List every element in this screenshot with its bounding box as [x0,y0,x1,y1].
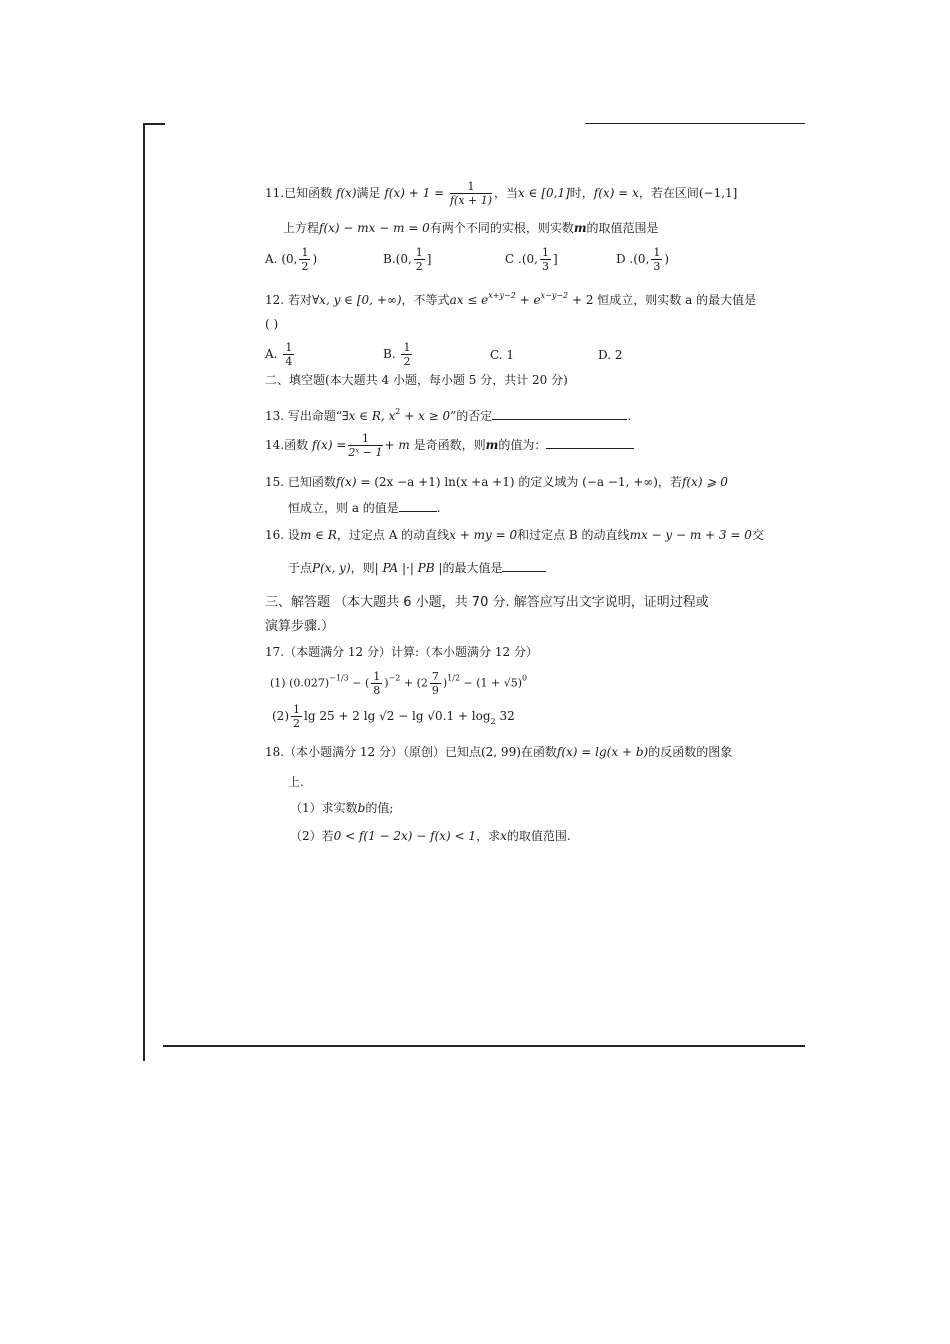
section-3-heading-line1: 三、解答题 （本大题共 6 小题，共 70 分. 解答应写出文字说明，证明过程或 [265,595,709,610]
q14: 14.函数 f(x) = $\frac{1}{\text{2ˣ − 1}}$ + m 是奇函数，则m的值为： [265,432,634,459]
q14-answer-blank[interactable] [546,448,634,449]
q17-part1: (1) $(0.027)^{-1/3}$ − ( $\frac{1}{8}$ )$^{-2}$ + (2 $\frac{7}{9}$ )$^{1/2} - (1 + √5)^0$ [270,670,528,697]
q16-line2: 于点P(x, y)，则| PA |·| PB |的最大值是 [288,560,546,576]
left-margin-rule [143,124,145,1061]
q16-answer-blank[interactable] [502,571,546,572]
q11-fraction: $\frac{1}{f(x + 1)}$ [449,180,493,207]
q18-header: 18.（本小题满分 12 分）（原创）已知点(2, 99)在函数f(x) = lg(x + b)的反函数的图象 [265,745,733,759]
q12-option-a: A. $\frac{1}{4}$ [265,341,293,368]
q17-header: 17.（本题满分 12 分）计算:（本小题满分 12 分） [265,645,538,659]
bottom-rule [163,1045,805,1047]
top-left-rule [143,123,165,125]
q12-answer-paren: ( ) [265,317,279,331]
q12-line1: 12. 若对∀x, y ∈ [0, +∞)，不等式ax ≤ $e^{x+y-2} + e^{x-y-2} + 2$ 恒成立，则实数 a 的最大值是 [265,291,757,307]
q11-option-b: B.(0, $\frac{1}{2}$ ] [383,246,432,273]
q12-option-b: B. $\frac{1}{2}$ [383,341,411,368]
q18-line2: 上. [288,775,304,789]
q17-part2: (2) $\frac{1}{2}$ lg 25 + 2 $\lg √2 - \lg √0.1 + \log_2 32$ [272,703,515,730]
q12-option-d: D. 2 [598,348,623,362]
section-3-heading-line2: 演算步骤.） [265,619,335,634]
top-right-rule [585,123,805,124]
q15-line1: 15. 已知函数f(x) = (2x −a +1) ln(x +a +1) 的定义域为 (−a −1, +∞)，若f(x) ⩾ 0 [265,475,728,489]
q13-answer-blank[interactable] [492,419,627,420]
q11-line1: 11.已知函数 f(x)满足 f(x) + 1 = $\frac{1}{f(x + 1)}$ ，当x ∈ [0,1]时，f(x) = x，若在区间(−1,1] [265,180,738,207]
q13: 13. 写出命题“∃x ∈ R, $x^2 + x \ge 0$”的否定 . [265,407,632,423]
q16-line1: 16. 设m ∈ R，过定点 A 的动直线x + my = 0和过定点 B 的动直线mx − y − m + 3 = 0交 [265,528,764,542]
q15-answer-blank[interactable] [399,511,437,512]
q15-line2: 恒成立，则 a 的值是 . [288,501,441,515]
q11-option-c: C .(0, $\frac{1}{3}$ ] [505,246,558,273]
q18-part2: （2）若0 < f(1 − 2x) − f(x) < 1，求x的取值范围. [290,829,571,843]
q12-option-c: C. 1 [490,348,515,362]
q11-option-d: D .(0, $\frac{1}{3}$ ) [616,246,670,273]
q11-option-a: A. (0, $\frac{1}{2}$ ) [265,246,318,273]
section-2-heading: 二、填空题(本大题共 4 小题，每小题 5 分，共计 20 分) [265,373,568,387]
q11-line2: 上方程f(x) − mx − m = 0有两个不同的实根，则实数m的取值范围是 [283,221,659,235]
q18-part1: （1）求实数b的值; [290,801,394,815]
